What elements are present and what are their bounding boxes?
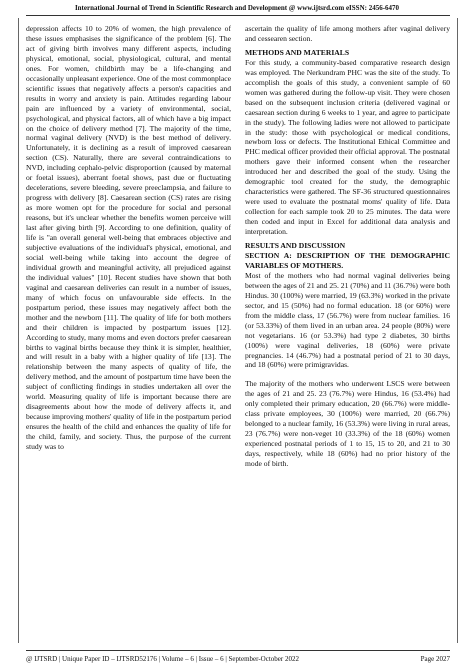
- journal-header: International Journal of Trend in Scientific Research and Development @ www.ijtsrd.com eISSN: 2456-6470: [74, 4, 400, 12]
- left-column: [26, 24, 231, 630]
- footer-citation: @ IJTSRD | Unique Paper ID – IJTSRD52176 | Volume – 6 | Issue – 6 | September-October 2022: [26, 655, 299, 663]
- results-paragraph-normal-delivery: Most of the mothers who had normal vaginal deliveries being between the ages of 21 and 25. 21 (70%) and 11 (36.7%) were both Hindus. 30 (100%) were married, 19 (63.3%) worked in the private sector, and 15 (50%) had no formal education. 18 (or 60%) were from the middle class, 17 (56.7%) were from nuclear families. 16 (or 53.33%) of them lived in an urban area. 24 people (80%) were not vegetarians. 16 (or 53.3%) had type 2 diabetes, 30 births (100%) were vaginal deliveries, 18 (60%) were private pregnancies. 14 (46.7%) had a postnatal period of 21 to 30 days, and 18 (60%) were primigravidas.: [245, 270, 450, 370]
- footer-divider: [26, 650, 450, 651]
- right-column: [245, 24, 450, 636]
- header-divider: [26, 15, 450, 16]
- results-heading: RESULTS AND DISCUSSION: [245, 241, 346, 251]
- page-number: Page 2027: [420, 655, 450, 663]
- intro-continuation: ascertain the quality of life among mothers after vaginal delivery and cessearen section.: [245, 24, 450, 43]
- section-a-heading: SECTION A: DESCRIPTION OF THE DEMOGRAPHIC VARIABLES OF MOTHERS.: [245, 250, 450, 270]
- methods-heading: METHODS AND MATERIALS: [245, 47, 350, 57]
- methods-paragraph: For this study, a community-based comparative research design was employed. The Nerkundram PHC was the site of the study. To accomplish the goals of this study, a convenient sample of 60 women was gathered during the follow-up visit. They were chosen based on the subsequent inclusion criteria (delivered vaginal or caesarean section during 6 weeks to 1 year, and agree to participate in the study). The following ladies were not allowed to participate in the study: those with psychological or medical conditions, newborn loss or defects. The Institutional Ethical Committee and PHC medical officer provided their official approval. The postnatal mothers gave their informed consent when the researcher introduced her and described the goal of the study. Using the demographic tool created for the study, the demographic characteristics were gathered. The SF-36 structured questionnaires were used to evaluate the postnatal moms' quality of life. Data collection for each sample took 20 to 25 minutes. The data were then coded and input in Excel for additional data analysis and interpretation.: [245, 57, 450, 237]
- intro-paragraph: depression affects 10 to 20% of women, the high prevalence of these issues emphasises the significance of the problem [6]. The act of giving birth involves many different aspects, including physical, emotional, social, physiological, cultural, and mental ones. For women, childbirth may be a life-changing and occasionally unpleasant experience. One of the most commonplace scientific issues that negatively affects a person's capacities and results in worry and anxiety is pain. Attitudes regarding labour pain are influenced by a variety of environmental, social, psychological, and physical factors, all of which have a big impact on the choice of delivery method [7]. The majority of the time, normal vaginal delivery (NVD) is the best method of delivery. Unfortunately, it is declining as a result of improved caesarean section (CS). Naturally, there are several contraindications to NVD, including cephalo-pelvic disproportion (caused by maternal or foetal issues), aberrant foetal shows, past due or fluctuating decelerations, severe bleeding, severe preeclampsia, and failure to progress with delivery [8]. Caesarean section (CS) rates are rising as more women opt for the procedure for social and personal reasons, but it's unclear whether the benefits women perceive will last after giving birth [9]. According to one definition, quality of life is "an overall general well-being that embraces objective and subjective evaluations of the individual's physical, emotional, and social well-being while taking into account the degree of individual growth and meaningful activity, all prejudiced against the individual values" [10]. Recent studies have shown that both vaginal and caesarean deliveries can result in a number of issues, many of which focus on unfavourable side effects. In the postpartum period, these issues may negatively affect both the mother and the newborn [11]. The quality of life for both mothers and their children is impacted by postpartum issues [12]. According to study, many moms and even doctors prefer caesarean births to vaginal births because they think it is simpler, healthier, and will result in a baby with a higher quality of life [13]. The relationship between the many aspects of quality of life, the delivery method, and the amount of postpartum time have been the subject of conflicting findings in studies undertaken all over the world. Measuring quality of life is important because there are disagreements about how the mode of delivery affects it, and because improving mothers' quality of life in the postpartum period ensures the health of the child and enhances the quality of life for the child, family, and society. Thus, the purpose of the current study was to: [26, 24, 231, 452]
- results-paragraph-lscs: The majority of the mothers who underwent LSCS were between the ages of 21 and 25. 23 (76.7%) were Hindus, 16 (53.4%) had only completed their primary education, 20 (66.7%) were middle-class private employees, 30 (100%) were married, 20 (66.7%) belonged to a nuclear family, 16 (53.3%) were living in rural areas, 23 (76.7%) were non-veget 10 (33.3%) of the 18 (60%) women experienced postnatal periods of 1 to 15, 15 to 20, and 21 to 30 days, respectively, while 18 (60%) had no prior history of the mode of birth.: [245, 379, 450, 469]
